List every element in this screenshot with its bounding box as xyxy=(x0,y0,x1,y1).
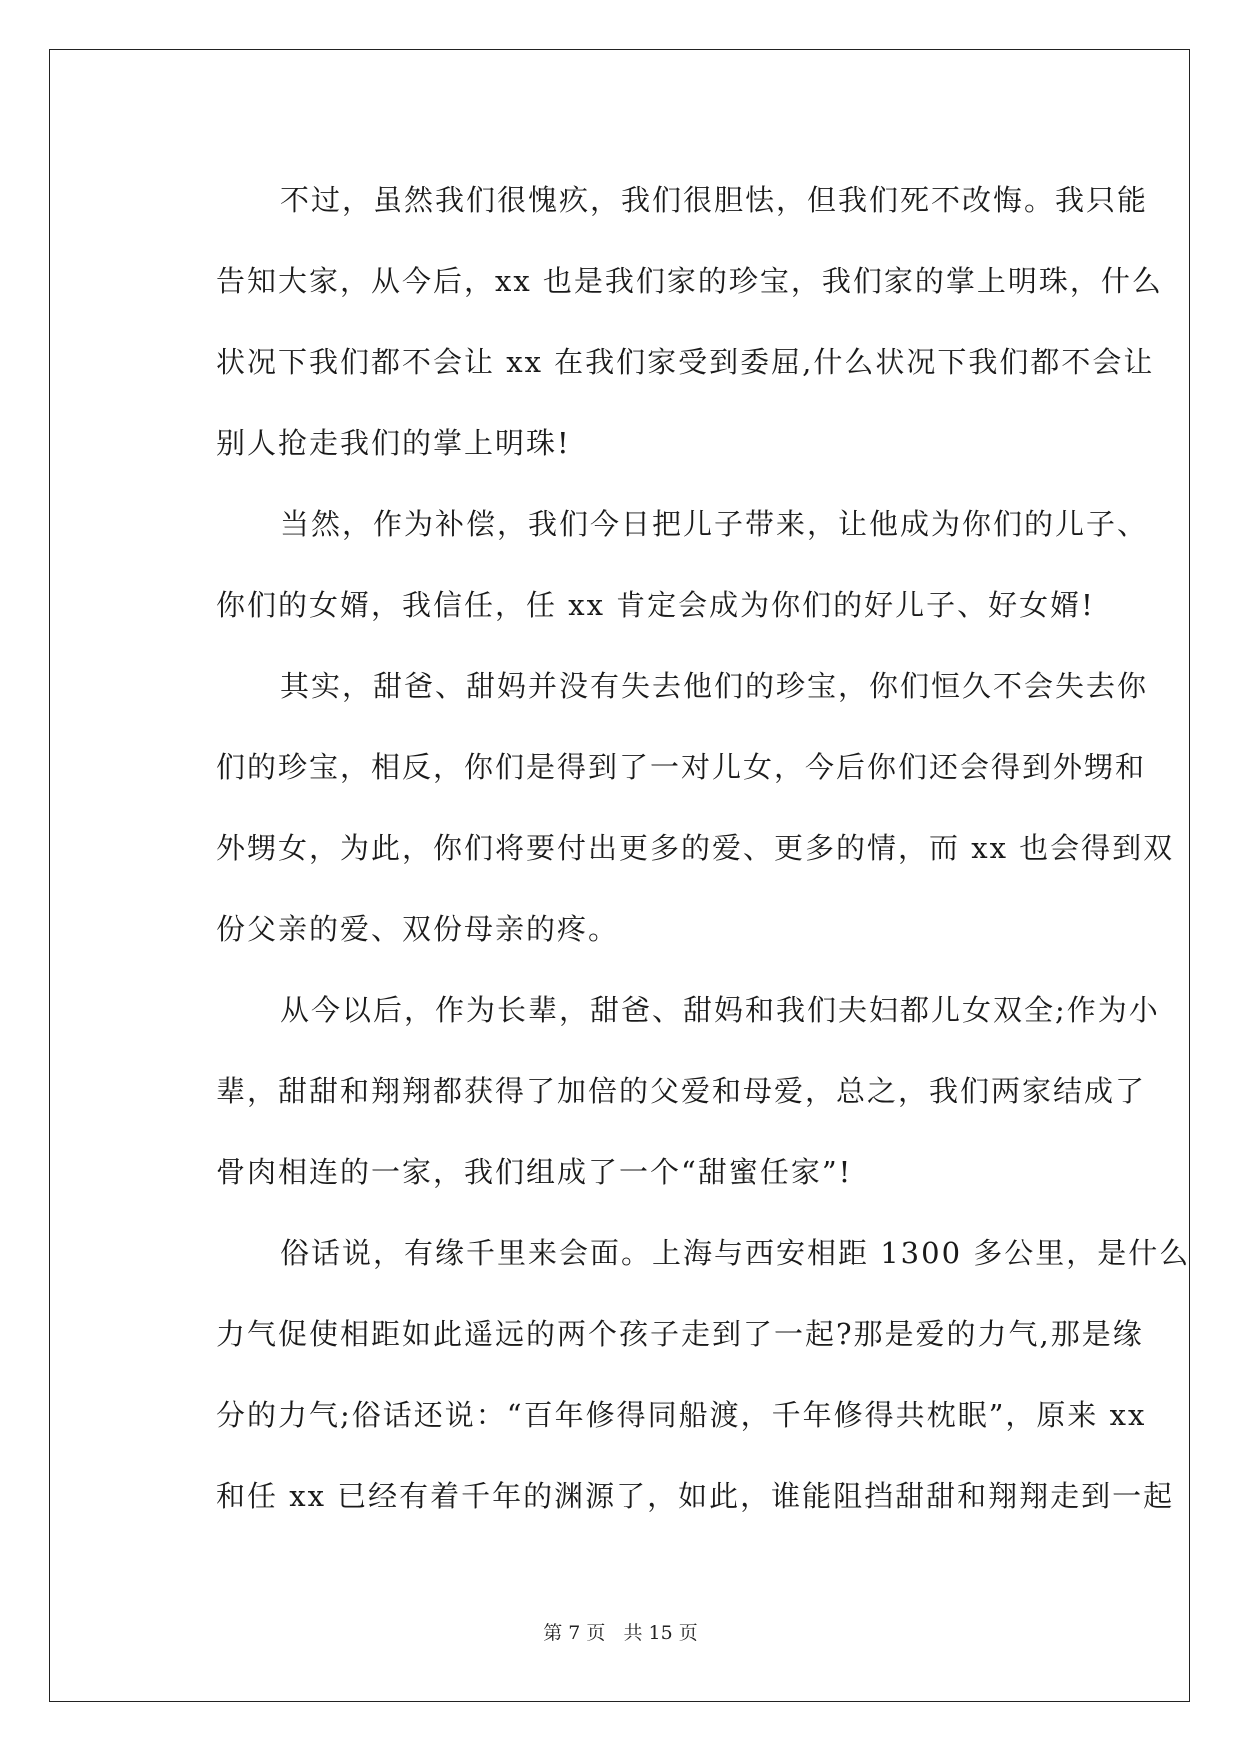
text-line: 份父亲的爱、双份母亲的疼。 xyxy=(216,912,620,946)
text-line: 当然，作为补偿，我们今日把儿子带来，让他成为你们的儿子、 xyxy=(280,507,1149,541)
text-line: 告知大家，从今后，xx 也是我们家的珍宝，我们家的掌上明珠，什么 xyxy=(216,264,1163,298)
document-body xyxy=(152,160,1191,1537)
text-line: 骨肉相连的一家，我们组成了一个“甜蜜任家”! xyxy=(216,1155,853,1189)
text-line: 你们的女婿，我信任，任 xx 肯定会成为你们的好儿子、好女婿! xyxy=(216,588,1095,622)
text-line: 不过，虽然我们很愧疚，我们很胆怯，但我们死不改悔。我只能 xyxy=(280,183,1149,217)
paragraph xyxy=(152,970,1160,1213)
text-line: 外甥女，为此，你们将要付出更多的爱、更多的情，而 xx 也会得到双 xyxy=(216,831,1175,865)
paragraph xyxy=(152,160,1163,484)
text-line: 别人抢走我们的掌上明珠! xyxy=(216,426,571,460)
paragraph xyxy=(152,1213,1191,1537)
page-total: 共 15 页 xyxy=(623,1622,698,1644)
text-line: 分的力气;俗话还说：“百年修得同船渡，千年修得共枕眠”，原来 xx xyxy=(216,1398,1147,1432)
page-footer xyxy=(0,1618,1241,1645)
text-line: 和任 xx 已经有着千年的渊源了，如此，谁能阻挡甜甜和翔翔走到一起 xyxy=(216,1479,1175,1513)
text-line: 其实，甜爸、甜妈并没有失去他们的珍宝，你们恒久不会失去你 xyxy=(280,669,1149,703)
text-line: 们的珍宝，相反，你们是得到了一对儿女，今后你们还会得到外甥和 xyxy=(216,750,1147,784)
page-number: 第 7 页 xyxy=(543,1622,606,1644)
text-line: 从今以后，作为长辈，甜爸、甜妈和我们夫妇都儿女双全;作为小 xyxy=(280,993,1160,1027)
text-line: 辈，甜甜和翔翔都获得了加倍的父爱和母爱，总之，我们两家结成了 xyxy=(216,1074,1147,1108)
text-line: 状况下我们都不会让 xx 在我们家受到委屈,什么状况下我们都不会让 xyxy=(216,345,1155,379)
paragraph xyxy=(152,646,1175,970)
paragraph xyxy=(152,484,1149,646)
text-line: 俗话说，有缘千里来会面。上海与西安相距 1300 多公里，是什么 xyxy=(280,1236,1191,1270)
text-line: 力气促使相距如此遥远的两个孩子走到了一起?那是爱的力气,那是缘 xyxy=(216,1317,1144,1351)
